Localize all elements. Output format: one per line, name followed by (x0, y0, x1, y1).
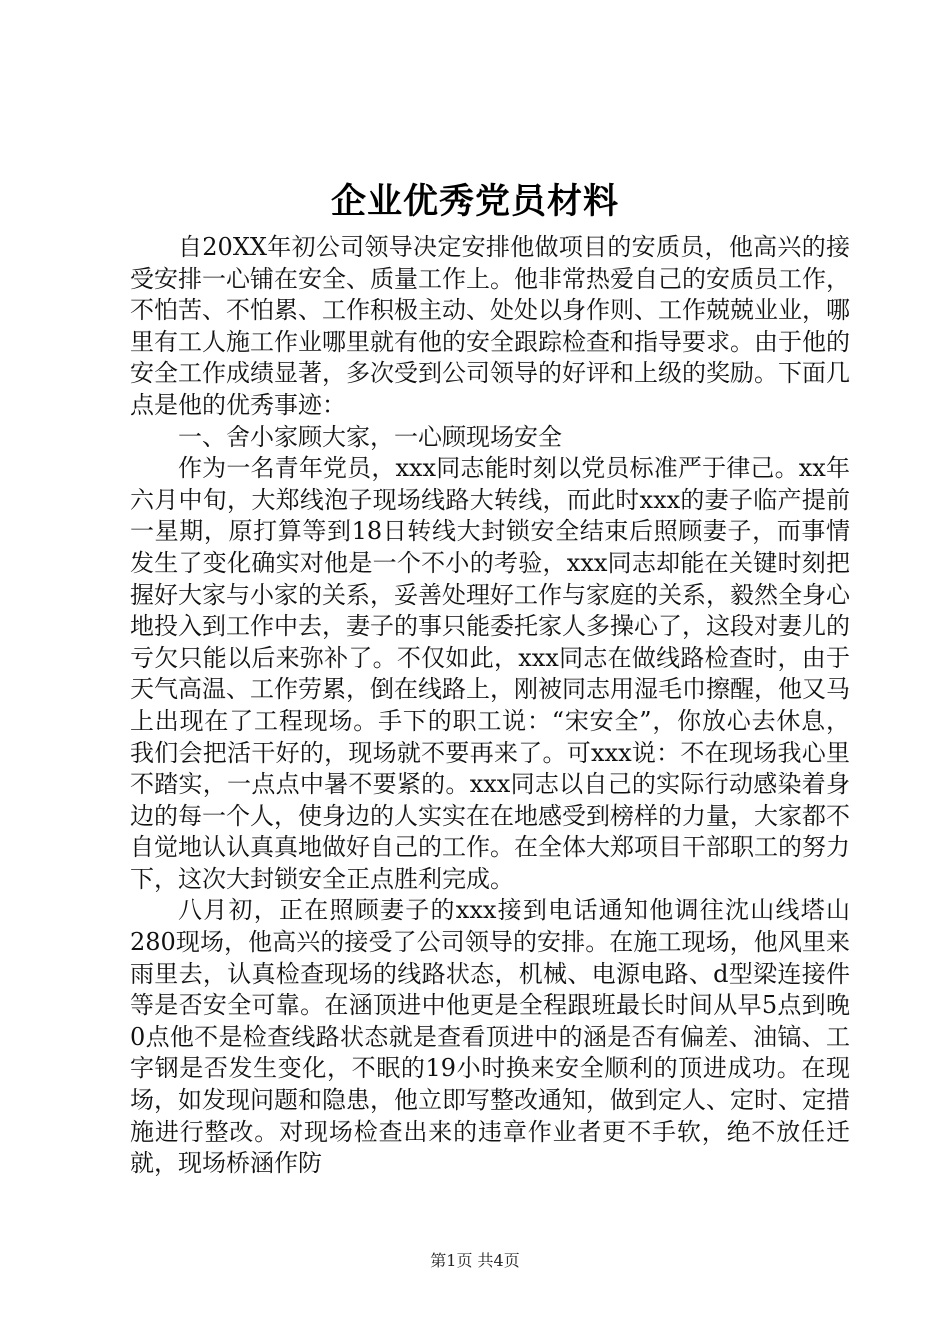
paragraph-august: 八月初，正在照顾妻子的xxx接到电话通知他调往沈山线塔山280现场，他高兴的接受了公司领导的安排。在施工现场，他风里来雨里去，认真检查现场的线路状态，机械、电源电路、d型梁连接件等是否安全可靠。在涵顶进中他更是全程跟班最长时间从早5点到晚0点他不是检查线路状态就是查看顶进中的涵是否有偏差、油镐、工字钢是否发生变化，不眠的19小时换来安全顺利的顶进成功。在现场，如发现问题和隐患，他立即写整改通知，做到定人、定时、定措施进行整改。对现场检查出来的违章作业者更不手软，绝不放任迁就，现场桥涵作防 (130, 896, 850, 1178)
paragraph-intro: 自20XX年初公司领导决定安排他做项目的安质员，他高兴的接受安排一心铺在安全、质量工作上。他非常热爱自己的安质员工作，不怕苦、不怕累、工作积极主动、处处以身作则、工作兢兢业业，哪里有工人施工作业哪里就有他的安全跟踪检查和指导要求。由于他的安全工作成绩显著，多次受到公司领导的好评和上级的奖励。下面几点是他的优秀事迹： (130, 233, 850, 419)
page-footer: 第1页 共4页 (430, 1251, 520, 1270)
paragraph-section-1: 作为一名青年党员，xxx同志能时刻以党员标准严于律己。xx年六月中旬，大郑线泡子现场线路大转线，而此时xxx的妻子临产提前一星期，原打算等到18日转线大封锁安全结束后照顾妻子，而事情发生了变化确实对他是一个不小的考验，xxx同志却能在关键时刻把握好大家与小家的关系，妥善处理好工作与家庭的关系，毅然全身心地投入到工作中去，妻子的事只能委托家人多操心了，这段对妻儿的亏欠只能以后来弥补了。不仅如此，xxx同志在做线路检查时，由于天气高温、工作劳累，倒在线路上，刚被同志用湿毛巾擦醒，他又马上出现在了工程现场。手下的职工说：“宋安全”，你放心去休息，我们会把活干好的，现场就不要再来了。可xxx说：不在现场我心里不踏实，一点点中暑不要紧的。xxx同志以自己的实际行动感染着身边的每一个人，使身边的人实实在在地感受到榜样的力量，大家都不自觉地认认真真地做好自己的工作。在全体大郑项目干部职工的努力下，这次大封锁安全正点胜利完成。 (130, 454, 850, 893)
document-body (130, 232, 850, 1180)
section-heading-1: 一、舍小家顾大家，一心顾现场安全 (178, 422, 562, 451)
document-title: 企业优秀党员材料 (330, 181, 619, 222)
